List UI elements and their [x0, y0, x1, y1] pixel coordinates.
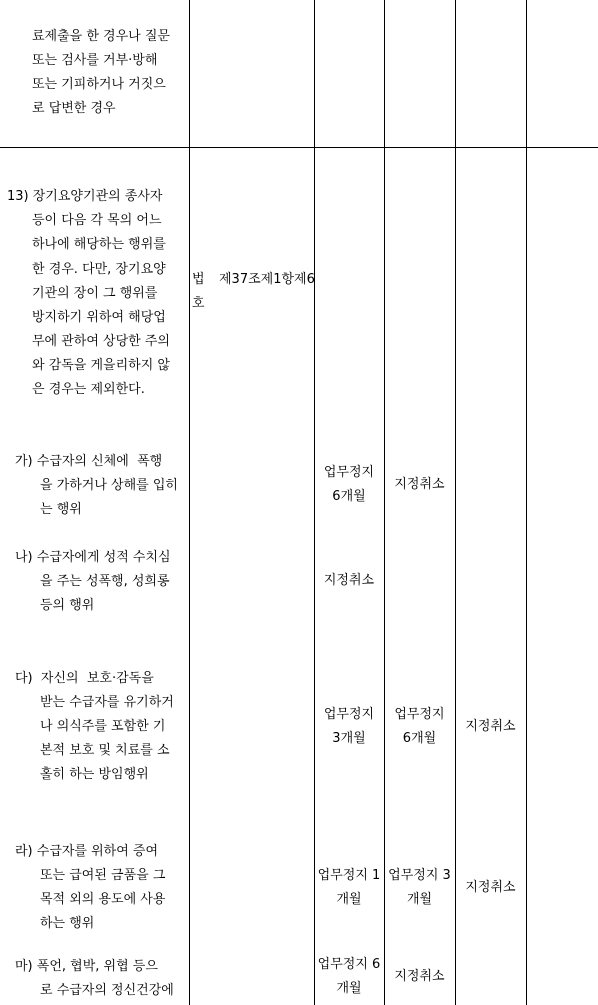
penalty-second: 업무정지 [394, 707, 445, 722]
sub-item-line: 을 주는 성폭행, 성희롱 [40, 574, 170, 589]
sub-item-line: 마) 폭언, 협박, 위협 등으 [15, 959, 158, 974]
column-border [455, 0, 456, 1005]
sub-item-line: 나) 수급자에게 성적 수치심 [15, 550, 171, 565]
penalty-first: 개월 [336, 892, 362, 907]
criteria-line: 또는 검사를 거부·방해 [32, 53, 158, 68]
criteria-line: 료제출을 한 경우나 질문 [32, 29, 170, 44]
penalty-second: 지정취소 [394, 969, 445, 984]
penalty-third: 지정취소 [465, 880, 516, 895]
sub-item-line: 다) 자신의 보호·감독을 [15, 671, 154, 686]
criteria-line: 은 경우는 제외한다. [32, 382, 145, 397]
penalty-third: 지정취소 [465, 719, 516, 734]
sub-item-line: 나 의식주를 포함한 기 [40, 719, 166, 734]
criteria-line: 또는 기피하거나 거짓으 [32, 77, 166, 92]
sub-item-line: 하는 행위 [40, 916, 95, 931]
legal-basis-char: 호 [192, 296, 205, 311]
criteria-line: 한 경우. 다만, 장기요양 [32, 262, 166, 277]
penalty-second: 6개월 [402, 731, 437, 746]
penalty-first: 업무정지 [323, 465, 375, 480]
criteria-line: 로 답변한 경우 [32, 101, 116, 116]
criteria-line: 등이 다음 각 목의 어느 [32, 213, 162, 228]
penalty-second: 지정취소 [394, 477, 445, 492]
row-border [0, 147, 598, 148]
criteria-line: 기관의 장이 그 행위를 [32, 286, 158, 301]
penalty-first: 업무정지 [323, 707, 375, 722]
sub-item-line: 또는 급여된 금품을 그 [40, 868, 166, 883]
sub-item-line: 는 행위 [40, 502, 82, 517]
penalty-first: 업무정지 6 [317, 957, 381, 972]
sub-item-line: 목적 외의 용도에 사용 [40, 892, 166, 907]
penalty-first: 3개월 [332, 731, 366, 746]
penalty-second: 개월 [406, 892, 433, 907]
criteria-line: 하나에 해당하는 행위를 [32, 237, 166, 252]
penalty-first: 업무정지 1 [317, 868, 381, 883]
criteria-line: 와 감독을 게을리하지 않 [32, 358, 170, 373]
column-border [384, 0, 385, 1005]
sub-item-line: 받는 수급자를 유기하거 [40, 695, 174, 710]
legal-article: 제37조제1항제6 [219, 272, 315, 287]
criteria-line: 방지하기 위하여 해당업 [32, 310, 166, 325]
penalty-first: 지정취소 [323, 573, 375, 588]
sub-item-line: 홀히 하는 방임행위 [40, 767, 149, 782]
sub-item-line: 을 가하거나 상해를 입히 [40, 478, 178, 493]
column-border [526, 0, 527, 1005]
sub-item-line: 라) 수급자를 위하여 증여 [15, 844, 159, 859]
sub-item-line: 등의 행위 [40, 598, 95, 613]
column-border [189, 0, 190, 1005]
criteria-line: 무에 관하여 상당한 주의 [32, 334, 170, 349]
criteria-line: 13) 장기요양기관의 종사자 [7, 189, 163, 204]
sub-item-line: 로 수급자의 정신건강에 [40, 983, 174, 998]
sub-item-line: 가) 수급자의 신체에 폭행 [15, 454, 163, 469]
penalty-first: 개월 [336, 981, 362, 996]
penalty-first: 6개월 [332, 489, 366, 504]
legal-basis-char: 법 [192, 272, 205, 287]
penalty-second: 업무정지 3 [388, 868, 451, 883]
sub-item-line: 본적 보호 및 치료를 소 [40, 743, 170, 758]
